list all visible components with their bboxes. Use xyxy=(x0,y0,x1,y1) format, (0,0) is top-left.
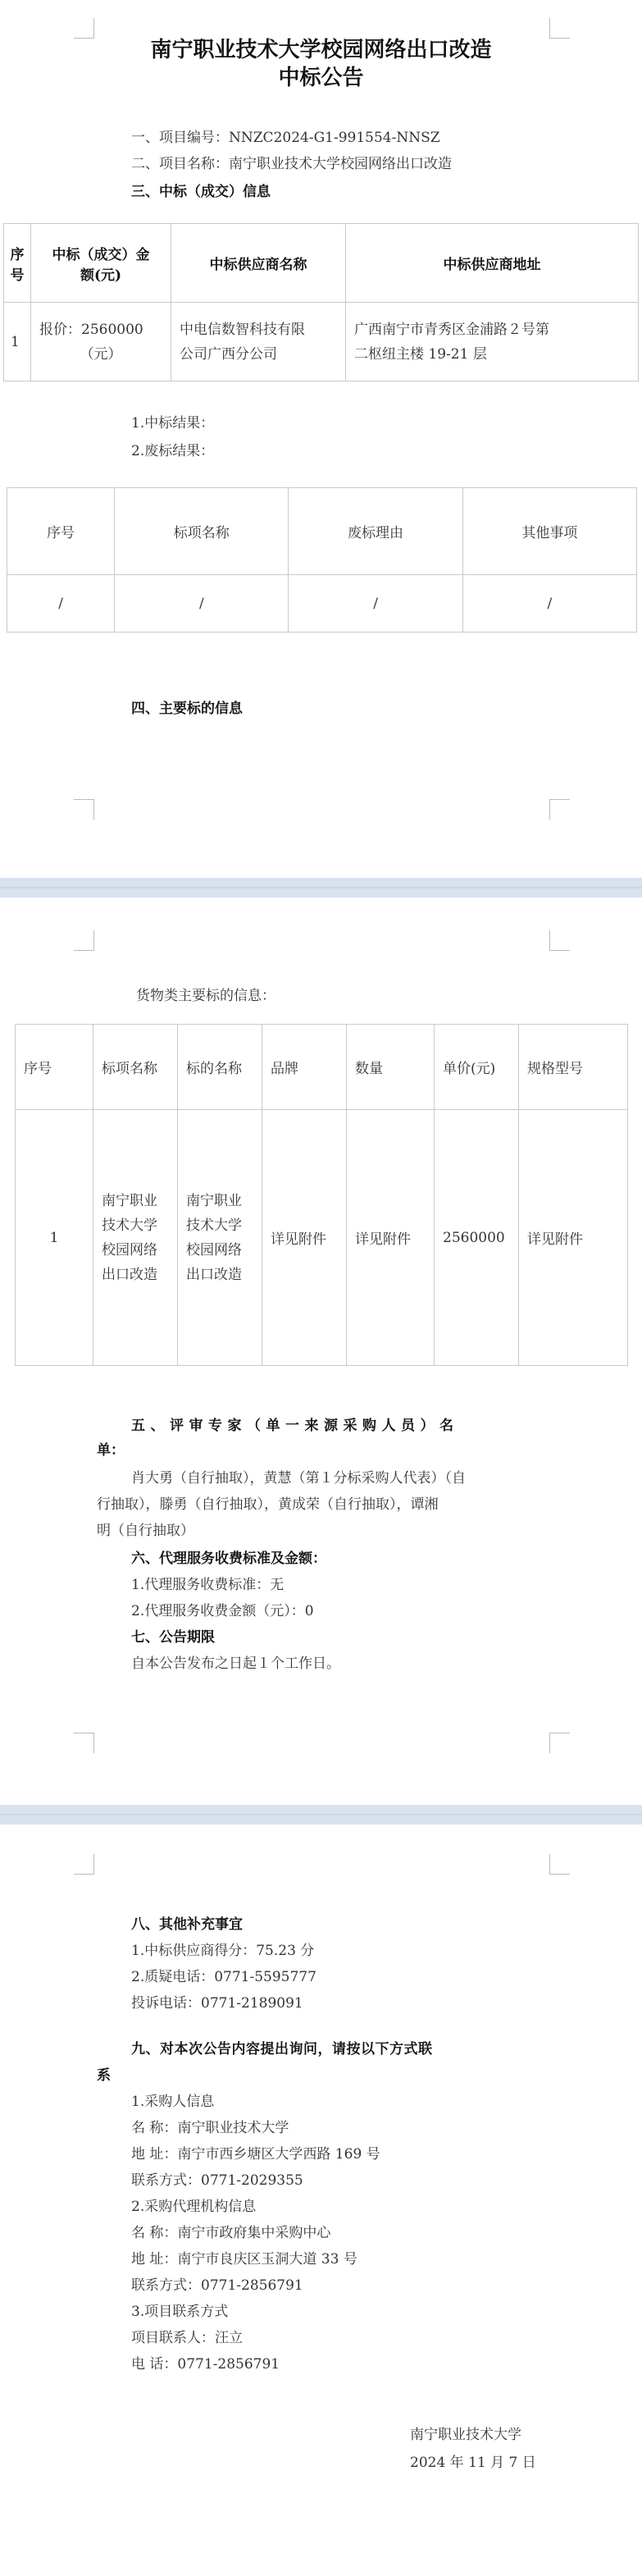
section-9-heading: 九、对本次公告内容提出询问，请按以下方式联 xyxy=(131,2041,433,2058)
section-4-heading: 四、主要标的信息 xyxy=(131,701,243,717)
contact-line: 项目联系人：汪立 xyxy=(131,2330,243,2346)
void-header-item: 标项名称 xyxy=(115,488,289,575)
page-corner-mark xyxy=(74,799,94,820)
experts-line: 行抽取），滕勇（自行抽取），黄成荣（自行抽取），谭湘 xyxy=(97,1496,439,1513)
goods-row-item: 南宁职业 技术大学 校园网络 出口改造 xyxy=(93,1110,178,1366)
page-corner-mark xyxy=(549,930,570,951)
void-cell: / xyxy=(462,575,636,633)
void-cell: / xyxy=(115,575,289,633)
experts-line: 肖大勇（自行抽取），黄慧（第１分标采购人代表）（自 xyxy=(131,1470,466,1487)
award-row-address: 广西南宁市青秀区金浦路２号第 二枢纽主楼 19-21 层 xyxy=(346,303,639,381)
void-cell: / xyxy=(289,575,462,633)
challenge-phone: 2.质疑电话：0771-5595777 xyxy=(131,1969,316,1985)
void-header-reason: 废标理由 xyxy=(289,488,462,575)
section-3-heading: 三、中标（成交）信息 xyxy=(131,184,271,200)
announcement-period: 自本公告发布之日起１个工作日。 xyxy=(131,1656,340,1672)
page-corner-mark xyxy=(549,1733,570,1753)
goods-header-no: 序号 xyxy=(16,1025,93,1110)
fee-amount: 2.代理服务收费金额（元）：0 xyxy=(131,1603,314,1619)
page-corner-mark xyxy=(549,1854,570,1875)
result-void: 2.废标结果： xyxy=(131,443,215,459)
goods-header-qty: 数量 xyxy=(347,1025,435,1110)
goods-header-price: 单价(元) xyxy=(435,1025,519,1110)
void-header-other: 其他事项 xyxy=(462,488,636,575)
doc-title-line2: 中标公告 xyxy=(278,66,364,90)
award-header-supplier: 中标供应商名称 xyxy=(171,224,346,303)
goods-header-item: 标项名称 xyxy=(93,1025,178,1110)
page-corner-mark xyxy=(549,799,570,820)
project-number: 一、项目编号：NNZC2024-G1-991554-NNSZ xyxy=(131,130,440,146)
contact-line: 联系方式：0771-2029355 xyxy=(131,2172,303,2189)
goods-table xyxy=(15,1024,628,1366)
signature-date: 2024 年 11 月 7 日 xyxy=(410,2455,536,2471)
section-6-heading: 六、代理服务收费标准及金额： xyxy=(131,1551,326,1567)
void-header-no: 序号 xyxy=(7,488,115,575)
doc-title-line1: 南宁职业技术大学校园网络出口改造 xyxy=(150,38,492,62)
contact-line: 电 话：0771-2856791 xyxy=(131,2356,280,2373)
goods-header-target: 标的名称 xyxy=(178,1025,262,1110)
section-7-heading: 七、公告期限 xyxy=(131,1629,215,1646)
goods-header-spec: 规格型号 xyxy=(519,1025,628,1110)
page-corner-mark xyxy=(74,1854,94,1875)
goods-row-qty: 详见附件 xyxy=(347,1110,435,1366)
contact-line: 2.采购代理机构信息 xyxy=(131,2199,257,2215)
section-5-heading-cont: 单： xyxy=(97,1442,125,1459)
project-name: 二、项目名称：南宁职业技术大学校园网络出口改造 xyxy=(131,156,452,172)
goods-row-target: 南宁职业 技术大学 校园网络 出口改造 xyxy=(178,1110,262,1366)
goods-row-brand: 详见附件 xyxy=(262,1110,347,1366)
page-1 xyxy=(0,0,642,878)
award-header-address: 中标供应商地址 xyxy=(346,224,639,303)
contact-line: 名 称：南宁市政府集中采购中心 xyxy=(131,2225,331,2241)
contact-line: 1.采购人信息 xyxy=(131,2094,215,2110)
goods-row-spec: 详见附件 xyxy=(519,1110,628,1366)
goods-header-brand: 品牌 xyxy=(262,1025,347,1110)
award-header-amount: 中标（成交）金 额(元) xyxy=(31,224,171,303)
page-2 xyxy=(0,897,642,1805)
contact-line: 3.项目联系方式 xyxy=(131,2304,229,2320)
goods-row-price: 2560000 xyxy=(435,1110,519,1366)
void-cell: / xyxy=(7,575,115,633)
signature-org: 南宁职业技术大学 xyxy=(410,2427,521,2443)
page-corner-mark xyxy=(74,1733,94,1753)
award-table xyxy=(3,223,639,381)
fee-standard: 1.代理服务收费标准：无 xyxy=(131,1577,285,1593)
section-5-heading: 五、评审专家（单一来源采购人员）名 xyxy=(131,1418,459,1434)
section-8-heading: 八、其他补充事宜 xyxy=(131,1916,243,1933)
supplier-score: 1.中标供应商得分：75.23 分 xyxy=(131,1943,315,1959)
goods-row-no: 1 xyxy=(16,1110,93,1366)
award-row-supplier: 中电信数智科技有限 公司广西分公司 xyxy=(171,303,346,381)
contact-line: 联系方式：0771-2856791 xyxy=(131,2277,303,2294)
award-row-no: 1 xyxy=(4,303,31,381)
award-header-no: 序 号 xyxy=(4,224,31,303)
award-row-amount: 报价：2560000 （元） xyxy=(31,303,171,381)
complaint-phone: 投诉电话：0771-2189091 xyxy=(131,1995,303,2012)
contact-line: 名 称：南宁职业技术大学 xyxy=(131,2120,289,2136)
contact-line: 地 址：南宁市西乡塘区大学西路 169 号 xyxy=(131,2146,380,2163)
page-3 xyxy=(0,1825,642,2576)
page-corner-mark xyxy=(74,930,94,951)
page-separator xyxy=(0,1805,642,1825)
page-separator xyxy=(0,878,642,897)
void-table xyxy=(7,487,637,633)
contact-line: 地 址：南宁市良庆区玉洞大道 33 号 xyxy=(131,2251,357,2268)
goods-intro: 货物类主要标的信息： xyxy=(136,988,275,1004)
result-award: 1.中标结果： xyxy=(131,415,215,432)
section-9-heading-cont: 系 xyxy=(97,2067,111,2084)
experts-line: 明（自行抽取） xyxy=(97,1523,194,1539)
